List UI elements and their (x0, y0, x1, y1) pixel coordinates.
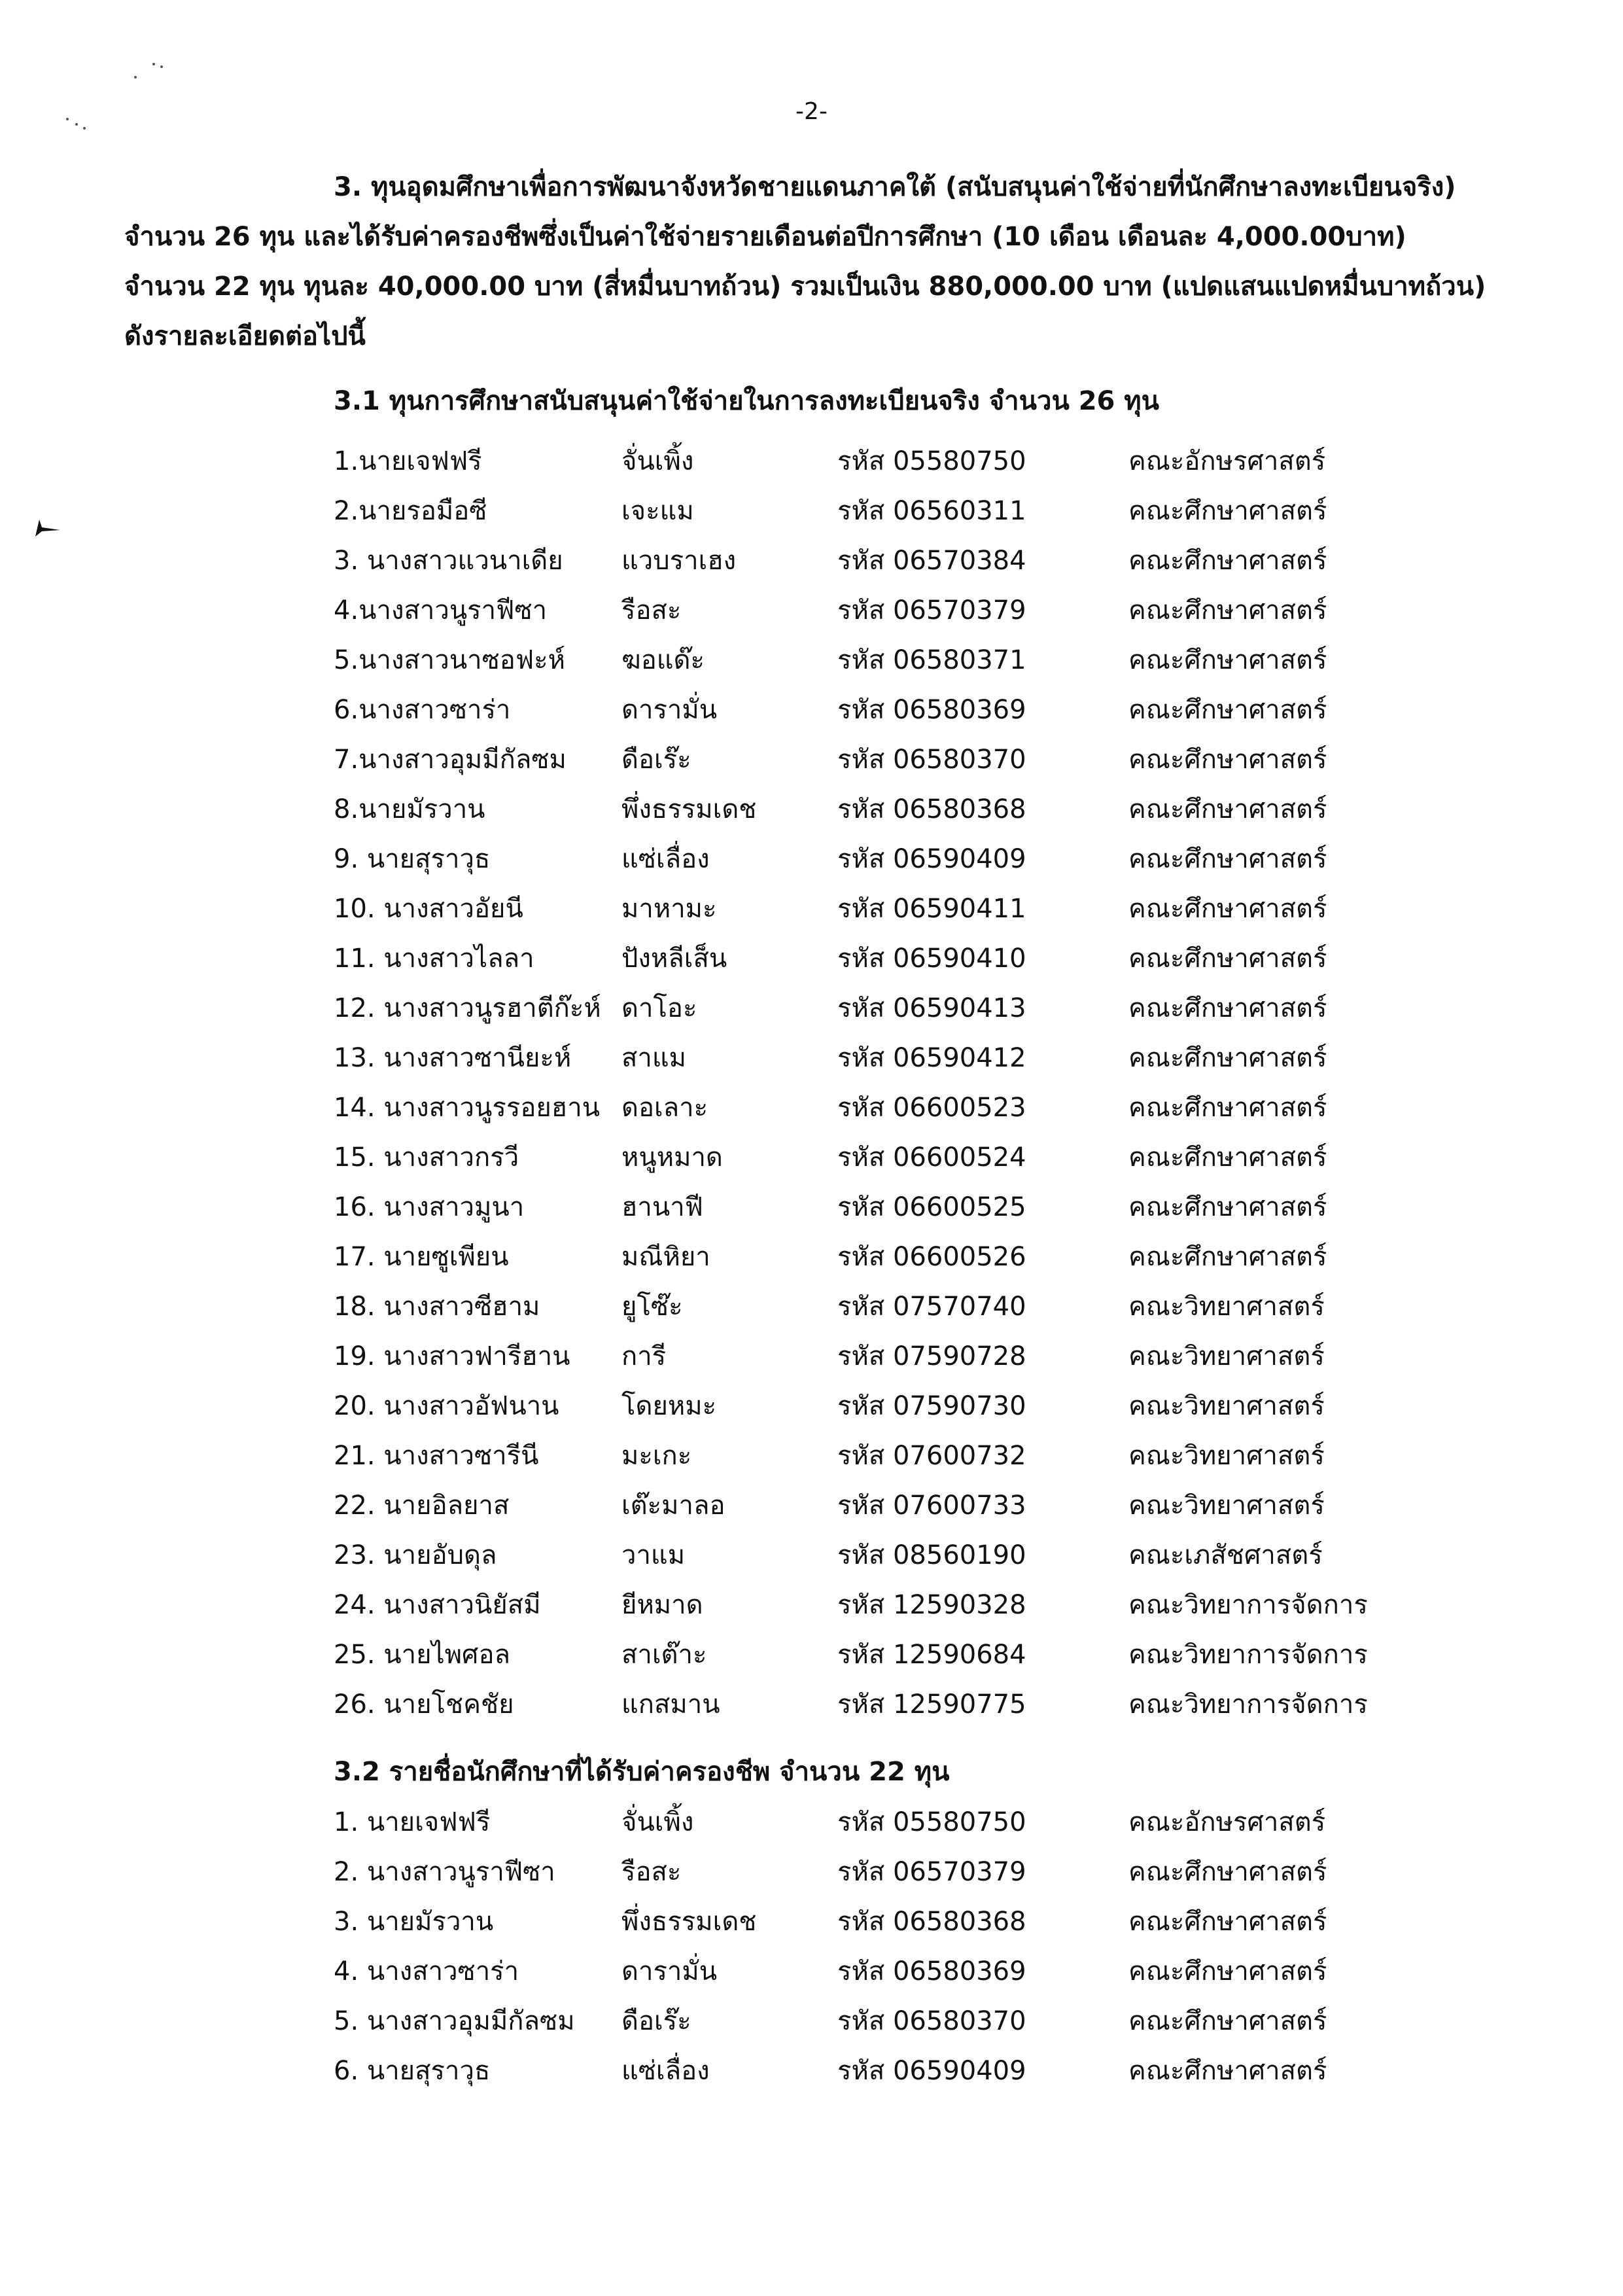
student-name: 1.นายเจฟฟรี (334, 446, 482, 476)
student-surname: ดารามั่น (621, 695, 718, 725)
student-surname: จั่นเพิ้ง (621, 1807, 694, 1837)
student-name: 9. นายสุราวุธ (334, 844, 491, 874)
student-surname: สาเต๊าะ (621, 1640, 707, 1670)
student-faculty: คณะศึกษาศาสตร์ (1128, 1093, 1327, 1123)
list-item (334, 1850, 1511, 1900)
student-name: 5. นางสาวอุมมีกัลซม (334, 2006, 575, 2036)
student-faculty: คณะศึกษาศาสตร์ (1128, 695, 1327, 725)
student-surname: การี (621, 1341, 667, 1371)
list-item (334, 887, 1511, 937)
student-surname: ปังหลีเส็น (621, 944, 727, 974)
student-faculty: คณะศึกษาศาสตร์ (1128, 2056, 1327, 2086)
list-item (334, 1484, 1511, 1534)
student-surname: แซ่เลื่อง (621, 2056, 710, 2086)
student-code: รหัส 07600733 (837, 1491, 1026, 1521)
student-name: 6.นางสาวซาร่า (334, 695, 511, 725)
list-item (334, 1086, 1511, 1136)
student-code: รหัส 06580369 (837, 1956, 1026, 1987)
student-faculty: คณะวิทยาศาสตร์ (1128, 1441, 1325, 1471)
student-faculty: คณะศึกษาศาสตร์ (1128, 496, 1327, 526)
list-item (334, 589, 1511, 639)
student-surname: จั่นเพิ้ง (621, 446, 694, 476)
student-faculty: คณะศึกษาศาสตร์ (1128, 844, 1327, 874)
student-code: รหัส 06600524 (837, 1142, 1026, 1173)
list-item (334, 1434, 1511, 1484)
list-item (334, 1900, 1511, 1950)
list-item (334, 639, 1511, 688)
student-name: 14. นางสาวนูรรอยฮาน (334, 1093, 600, 1123)
student-code: รหัส 05580750 (837, 446, 1026, 476)
intro-line: จำนวน 26 ทุน และได้รับค่าครองชีพซึ่งเป็นค่าใช้จ่ายรายเดือนต่อปีการศึกษา (10 เดือน เดือนละ 4,000.00บาท) (124, 222, 1406, 252)
section-heading: 3.1 ทุนการศึกษาสนับสนุนค่าใช้จ่ายในการลงทะเบียนจริง จำนวน 26 ทุน (334, 386, 1160, 416)
student-name: 3. นางสาวแวนาเดีย (334, 546, 563, 576)
list-item (334, 688, 1511, 738)
student-surname: ฮานาฟี (621, 1192, 703, 1222)
student-name: 7.นางสาวอุมมีกัลซม (334, 745, 567, 775)
student-surname: หนูหมาด (621, 1142, 723, 1173)
student-surname: ดือเร๊ะ (621, 745, 691, 775)
list-item (334, 738, 1511, 788)
list-item (334, 539, 1511, 589)
student-code: รหัส 06600526 (837, 1242, 1026, 1272)
student-code: รหัส 12590328 (837, 1590, 1026, 1620)
student-code: รหัส 06580370 (837, 745, 1026, 775)
student-faculty: คณะศึกษาศาสตร์ (1128, 993, 1327, 1023)
student-surname: ดือเร๊ะ (621, 2006, 691, 2036)
intro-line: ดังรายละเอียดต่อไปนี้ (124, 321, 366, 351)
student-name: 16. นางสาวมูนา (334, 1192, 525, 1222)
student-faculty: คณะศึกษาศาสตร์ (1128, 1192, 1327, 1222)
student-list-tuition (334, 440, 1511, 1733)
student-code: รหัส 06590413 (837, 993, 1026, 1023)
student-code: รหัส 06570379 (837, 1857, 1026, 1887)
student-name: 4. นางสาวซาร่า (334, 1956, 519, 1987)
list-item (334, 2000, 1511, 2049)
student-code: รหัส 06570379 (837, 595, 1026, 626)
student-faculty: คณะวิทยาศาสตร์ (1128, 1391, 1325, 1421)
student-surname: มะเกะ (621, 1441, 692, 1471)
list-item (334, 1583, 1511, 1633)
student-name: 5.นางสาวนาซอฟะห์ (334, 645, 565, 675)
student-faculty: คณะศึกษาศาสตร์ (1128, 1857, 1327, 1887)
page-number: -2- (795, 98, 828, 125)
list-item (334, 489, 1511, 539)
student-surname: ดอเลาะ (621, 1093, 708, 1123)
student-code: รหัส 06580369 (837, 695, 1026, 725)
student-code: รหัส 06600523 (837, 1093, 1026, 1123)
section-heading: 3.2 รายชื่อนักศึกษาที่ได้รับค่าครองชีพ จำนวน 22 ทุน (334, 1757, 950, 1787)
student-name: 6. นายสุราวุธ (334, 2056, 491, 2086)
student-faculty: คณะศึกษาศาสตร์ (1128, 894, 1327, 924)
list-item (334, 1335, 1511, 1385)
student-faculty: คณะวิทยาการจัดการ (1128, 1640, 1368, 1670)
list-item (334, 1534, 1511, 1583)
student-code: รหัส 06580371 (837, 645, 1026, 675)
student-name: 21. นางสาวซารีนี (334, 1441, 539, 1471)
student-surname: ยูโซ๊ะ (621, 1292, 683, 1322)
list-item (334, 1036, 1511, 1086)
student-faculty: คณะอักษรศาสตร์ (1128, 446, 1326, 476)
student-code: รหัส 06590409 (837, 2056, 1026, 2086)
student-surname: รือสะ (621, 595, 682, 626)
list-item (334, 1186, 1511, 1235)
list-item (334, 1285, 1511, 1335)
student-faculty: คณะอักษรศาสตร์ (1128, 1807, 1326, 1837)
intro-line: 3. ทุนอุดมศึกษาเพื่อการพัฒนาจังหวัดชายแดนภาคใต้ (สนับสนุนค่าใช้จ่ายที่นักศึกษาลงทะเบียนจริง) (334, 172, 1456, 202)
student-surname: ฆอแด๊ะ (621, 645, 705, 675)
list-item (334, 1683, 1511, 1733)
student-surname: แกสมาน (621, 1689, 720, 1720)
student-surname: แวบราเฮง (621, 546, 737, 576)
student-faculty: คณะวิทยาการจัดการ (1128, 1590, 1368, 1620)
student-surname: โดยหมะ (621, 1391, 717, 1421)
student-name: 23. นายอับดุล (334, 1540, 497, 1570)
student-name: 26. นายโชคชัย (334, 1689, 514, 1720)
student-name: 24. นางสาวนิยัสมี (334, 1590, 541, 1620)
student-surname: แซ่เลื่อง (621, 844, 710, 874)
student-faculty: คณะศึกษาศาสตร์ (1128, 1043, 1327, 1073)
student-code: รหัส 06580368 (837, 1907, 1026, 1937)
student-surname: ยีหมาด (621, 1590, 703, 1620)
student-surname: สาแม (621, 1043, 687, 1073)
student-code: รหัส 07570740 (837, 1292, 1026, 1322)
student-faculty: คณะศึกษาศาสตร์ (1128, 595, 1327, 626)
student-code: รหัส 06560311 (837, 496, 1026, 526)
student-surname: พึ่งธรรมเดช (621, 1907, 757, 1937)
student-faculty: คณะวิทยาศาสตร์ (1128, 1341, 1325, 1371)
student-name: 10. นางสาวอัยนี (334, 894, 523, 924)
list-item (334, 788, 1511, 838)
student-surname: เจะแม (621, 496, 694, 526)
student-name: 11. นางสาวไลลา (334, 944, 534, 974)
student-surname: มณีหิยา (621, 1242, 710, 1272)
student-surname: มาหามะ (621, 894, 717, 924)
list-item (334, 987, 1511, 1036)
student-name: 8.นายมัรวาน (334, 794, 485, 824)
student-faculty: คณะเภสัชศาสตร์ (1128, 1540, 1323, 1570)
student-faculty: คณะศึกษาศาสตร์ (1128, 1956, 1327, 1987)
list-item (334, 838, 1511, 887)
student-faculty: คณะวิทยาศาสตร์ (1128, 1491, 1325, 1521)
list-item (334, 1385, 1511, 1434)
student-code: รหัส 06590410 (837, 944, 1026, 974)
student-code: รหัส 06580370 (837, 2006, 1026, 2036)
student-name: 2. นางสาวนูราฟีซา (334, 1857, 555, 1887)
student-faculty: คณะศึกษาศาสตร์ (1128, 546, 1327, 576)
student-name: 22. นายอิลยาส (334, 1491, 510, 1521)
student-faculty: คณะศึกษาศาสตร์ (1128, 944, 1327, 974)
intro-line: จำนวน 22 ทุน ทุนละ 40,000.00 บาท (สี่หมื่นบาทถ้วน) รวมเป็นเงิน 880,000.00 บาท (แปดแสนแปดหมื่นบาทถ้วน) (124, 272, 1486, 302)
student-name: 3. นายมัรวาน (334, 1907, 494, 1937)
list-item (334, 1633, 1511, 1683)
student-faculty: คณะศึกษาศาสตร์ (1128, 1142, 1327, 1173)
student-code: รหัส 05580750 (837, 1807, 1026, 1837)
student-surname: รือสะ (621, 1857, 682, 1887)
student-name: 25. นายไพศอล (334, 1640, 510, 1670)
margin-mark (33, 517, 61, 539)
student-code: รหัส 12590684 (837, 1640, 1026, 1670)
list-item (334, 1235, 1511, 1285)
student-faculty: คณะศึกษาศาสตร์ (1128, 794, 1327, 824)
student-code: รหัส 06570384 (837, 546, 1026, 576)
list-item (334, 1136, 1511, 1186)
list-item (334, 1801, 1511, 1850)
student-name: 12. นางสาวนูรฮาตีก๊ะห์ (334, 993, 601, 1023)
student-surname: พึ่งธรรมเดช (621, 794, 757, 824)
student-name: 2.นายรอมือซี (334, 496, 487, 526)
student-name: 19. นางสาวฟารีฮาน (334, 1341, 570, 1371)
student-code: รหัส 06590412 (837, 1043, 1026, 1073)
student-faculty: คณะศึกษาศาสตร์ (1128, 745, 1327, 775)
student-faculty: คณะศึกษาศาสตร์ (1128, 1907, 1327, 1937)
student-faculty: คณะศึกษาศาสตร์ (1128, 1242, 1327, 1272)
student-surname: ดาโอะ (621, 993, 697, 1023)
student-name: 18. นางสาวซีฮาม (334, 1292, 540, 1322)
student-name: 4.นางสาวนูราฟีซา (334, 595, 548, 626)
student-name: 15. นางสาวกรวี (334, 1142, 519, 1173)
student-name: 20. นางสาวอัฟนาน (334, 1391, 559, 1421)
list-item (334, 440, 1511, 489)
student-surname: เต๊ะมาลอ (621, 1491, 725, 1521)
student-list-living-allowance (334, 1801, 1511, 2099)
student-code: รหัส 08560190 (837, 1540, 1026, 1570)
student-faculty: คณะวิทยาการจัดการ (1128, 1689, 1368, 1720)
student-faculty: คณะศึกษาศาสตร์ (1128, 645, 1327, 675)
list-item (334, 2049, 1511, 2099)
student-name: 13. นางสาวซานียะห์ (334, 1043, 572, 1073)
student-name: 1. นายเจฟฟรี (334, 1807, 491, 1837)
intro-paragraph (124, 162, 1518, 361)
student-code: รหัส 06590409 (837, 844, 1026, 874)
student-surname: วาแม (621, 1540, 686, 1570)
student-code: รหัส 07600732 (837, 1441, 1026, 1471)
student-code: รหัส 07590730 (837, 1391, 1026, 1421)
student-code: รหัส 07590728 (837, 1341, 1026, 1371)
student-name: 17. นายซูเพียน (334, 1242, 509, 1272)
student-code: รหัส 06600525 (837, 1192, 1026, 1222)
student-surname: ดารามั่น (621, 1956, 718, 1987)
list-item (334, 1950, 1511, 2000)
student-faculty: คณะวิทยาศาสตร์ (1128, 1292, 1325, 1322)
student-code: รหัส 06580368 (837, 794, 1026, 824)
student-code: รหัส 06590411 (837, 894, 1026, 924)
student-faculty: คณะศึกษาศาสตร์ (1128, 2006, 1327, 2036)
student-code: รหัส 12590775 (837, 1689, 1026, 1720)
list-item (334, 937, 1511, 987)
